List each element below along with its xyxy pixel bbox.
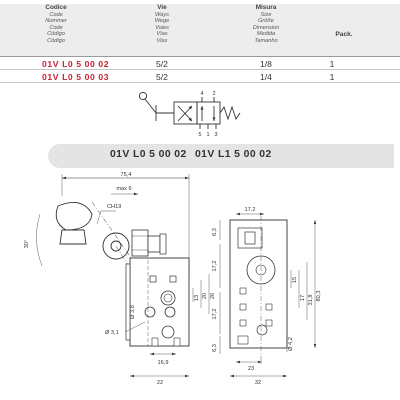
cell-pack: 1 [329, 58, 335, 69]
port-label: 4 [200, 91, 204, 97]
header-pack: Pack. [335, 31, 353, 38]
dim-height-13: 13 [194, 294, 200, 302]
spring-icon [220, 107, 240, 119]
code-bar [48, 144, 394, 168]
cell-pack: 1 [329, 71, 335, 82]
dim-top-width: 17,2 [244, 207, 256, 213]
dim-bottom-23: 23 [247, 366, 255, 372]
dim-height-17-2-b: 17,2 [212, 308, 218, 320]
dim-vertical-80-3: 80,3 [316, 290, 322, 302]
dim-height-6-3-bottom: 6,3 [212, 344, 218, 352]
table-row [0, 70, 400, 83]
cell-code: 01V L0 5 00 02 [42, 58, 110, 69]
code-bar-right: 01V L1 5 00 02 [195, 149, 272, 160]
header-code: Codice Code Nummer Code Código Código [45, 4, 67, 44]
header-ways: Vie Ways Wege Voies Vías Vias [154, 4, 170, 44]
front-view [212, 207, 322, 386]
dim-max-depth: max 6 [116, 186, 132, 192]
dim-bottom-16: 16,9 [157, 360, 169, 366]
cell-ways: 5/2 [156, 71, 168, 82]
dim-vertical-17: 17 [300, 294, 306, 302]
port-label: 3 [214, 132, 218, 138]
dim-height-26: 26 [210, 292, 216, 300]
dim-height-17-2-a: 17,2 [212, 260, 218, 272]
port-label: 5 [198, 132, 202, 138]
table-row [0, 57, 400, 70]
product-table [0, 4, 400, 83]
dim-bottom-22: 22 [156, 380, 164, 386]
side-view [24, 172, 216, 386]
cell-size: 1/4 [260, 71, 272, 82]
port-label: 2 [212, 91, 216, 97]
valve-box-right [197, 102, 220, 124]
technical-drawing [0, 170, 400, 398]
dim-overall-length: 75,4 [120, 172, 132, 178]
dim-lever-angle: 30° [24, 239, 30, 249]
cell-ways: 5/2 [156, 58, 168, 69]
dim-height-20: 20 [202, 292, 208, 300]
port-label: 1 [206, 132, 210, 138]
dim-height-6-3-top: 6,3 [212, 228, 218, 236]
valve-symbol [130, 88, 250, 140]
cell-code: 01V L0 5 00 03 [42, 71, 110, 82]
cell-size: 1/8 [260, 58, 272, 69]
dim-mount-hole: Ø 3,1 [105, 330, 119, 336]
dim-wrench: CH19 [107, 204, 122, 210]
lever-knob [139, 92, 146, 99]
dim-bottom-32: 32 [254, 380, 262, 386]
header-size: Misura Size Größe Dimension Medida Tamanho [252, 4, 280, 44]
dim-port-dia-4-2: Ø 4,2 [288, 337, 294, 351]
dim-port-dia: Ø 3,8 [130, 305, 136, 319]
dim-vertical-31-8: 31,8 [308, 294, 314, 306]
code-bar-left: 01V L0 5 00 02 [110, 149, 187, 160]
dim-vertical-15: 15 [292, 276, 298, 284]
table-header [0, 4, 400, 57]
